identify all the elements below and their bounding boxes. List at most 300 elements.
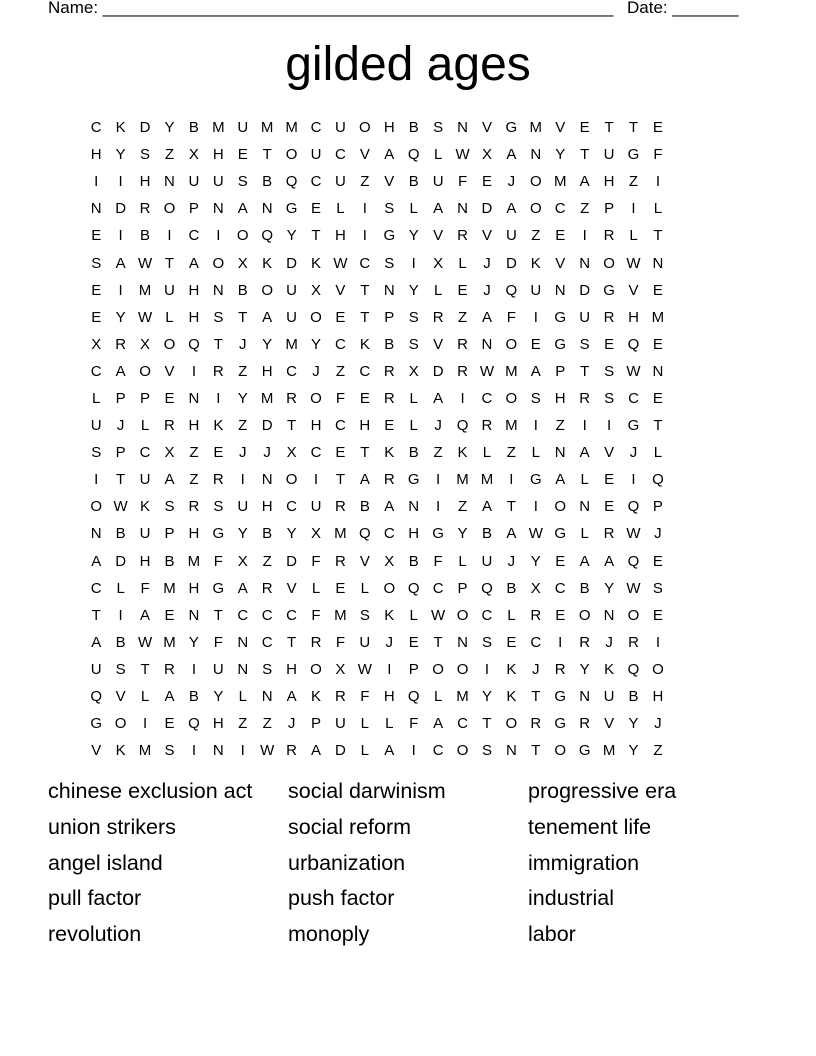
grid-letter[interactable]: T bbox=[628, 119, 639, 137]
grid-letter[interactable]: C bbox=[310, 119, 322, 137]
grid-letter[interactable]: B bbox=[408, 119, 419, 137]
grid-letter[interactable]: C bbox=[310, 444, 322, 462]
grid-letter[interactable]: H bbox=[188, 308, 200, 326]
grid-letter[interactable]: P bbox=[555, 362, 566, 380]
grid-letter[interactable]: N bbox=[579, 688, 591, 706]
grid-letter[interactable]: A bbox=[164, 471, 175, 489]
grid-letter[interactable]: N bbox=[530, 146, 542, 164]
grid-letter[interactable]: R bbox=[212, 471, 224, 489]
grid-letter[interactable]: Z bbox=[433, 444, 443, 462]
grid-letter[interactable]: Z bbox=[580, 200, 590, 218]
grid-letter[interactable]: Y bbox=[579, 660, 590, 678]
grid-letter[interactable]: U bbox=[188, 173, 200, 191]
grid-letter[interactable]: H bbox=[188, 281, 200, 299]
grid-letter[interactable]: V bbox=[555, 119, 566, 137]
grid-letter[interactable]: S bbox=[384, 200, 395, 218]
grid-letter[interactable]: R bbox=[603, 525, 615, 543]
grid-letter[interactable]: M bbox=[187, 552, 201, 570]
grid-letter[interactable]: N bbox=[164, 173, 175, 191]
grid-letter[interactable]: Y bbox=[286, 525, 297, 543]
grid-letter[interactable]: T bbox=[531, 688, 541, 706]
grid-letter[interactable]: J bbox=[605, 633, 613, 651]
grid-letter[interactable]: L bbox=[336, 200, 345, 218]
grid-letter[interactable]: D bbox=[139, 119, 151, 137]
grid-letter[interactable]: Z bbox=[238, 362, 248, 380]
grid-letter[interactable]: J bbox=[238, 335, 247, 353]
grid-letter[interactable]: I bbox=[533, 417, 538, 435]
grid-letter[interactable]: C bbox=[359, 362, 371, 380]
grid-letter[interactable]: I bbox=[167, 227, 172, 245]
grid-letter[interactable]: E bbox=[91, 308, 102, 326]
grid-letter[interactable]: A bbox=[164, 688, 175, 706]
grid-letter[interactable]: M bbox=[260, 119, 274, 137]
grid-letter[interactable]: L bbox=[580, 471, 589, 489]
grid-letter[interactable]: N bbox=[505, 742, 517, 760]
grid-letter[interactable]: O bbox=[139, 362, 151, 380]
grid-letter[interactable]: M bbox=[651, 308, 665, 326]
grid-letter[interactable]: I bbox=[582, 227, 587, 245]
grid-letter[interactable]: E bbox=[164, 606, 175, 624]
grid-letter[interactable]: L bbox=[140, 688, 150, 706]
grid-letter[interactable]: S bbox=[579, 335, 590, 353]
grid-letter[interactable]: L bbox=[433, 281, 443, 299]
grid-letter[interactable]: R bbox=[335, 688, 346, 706]
grid-letter[interactable]: T bbox=[506, 498, 516, 516]
grid-letter[interactable]: B bbox=[481, 525, 492, 543]
grid-letter[interactable]: L bbox=[116, 579, 125, 597]
grid-letter[interactable]: E bbox=[652, 281, 663, 299]
grid-letter[interactable]: V bbox=[359, 552, 370, 570]
grid-letter[interactable]: T bbox=[311, 227, 321, 245]
grid-letter[interactable]: G bbox=[554, 335, 567, 353]
grid-letter[interactable]: B bbox=[628, 688, 639, 706]
grid-letter[interactable]: A bbox=[604, 552, 615, 570]
grid-letter[interactable]: I bbox=[118, 227, 123, 245]
grid-letter[interactable]: T bbox=[91, 606, 101, 624]
grid-letter[interactable]: X bbox=[530, 579, 541, 597]
grid-letter[interactable]: H bbox=[628, 308, 639, 326]
grid-letter[interactable]: M bbox=[163, 633, 176, 651]
grid-letter[interactable]: E bbox=[237, 146, 248, 164]
grid-letter[interactable]: H bbox=[90, 146, 102, 164]
grid-letter[interactable]: N bbox=[212, 200, 224, 218]
grid-letter[interactable]: U bbox=[335, 119, 346, 137]
grid-letter[interactable]: O bbox=[90, 498, 103, 516]
grid-letter[interactable]: H bbox=[335, 227, 346, 245]
grid-letter[interactable]: E bbox=[604, 498, 615, 516]
grid-letter[interactable]: N bbox=[481, 335, 493, 353]
grid-letter[interactable]: B bbox=[262, 525, 273, 543]
grid-letter[interactable]: O bbox=[554, 498, 567, 516]
grid-letter[interactable]: A bbox=[384, 498, 395, 516]
date-field-label[interactable]: Date: _______ bbox=[627, 0, 739, 17]
grid-letter[interactable]: J bbox=[312, 362, 320, 380]
grid-letter[interactable]: O bbox=[529, 200, 542, 218]
grid-letter[interactable]: Q bbox=[261, 227, 273, 245]
grid-letter[interactable]: B bbox=[359, 498, 370, 516]
grid-letter[interactable]: M bbox=[553, 173, 567, 191]
grid-letter[interactable]: W bbox=[626, 362, 641, 380]
grid-letter[interactable]: E bbox=[652, 552, 663, 570]
grid-letter[interactable]: B bbox=[188, 119, 199, 137]
grid-letter[interactable]: B bbox=[384, 335, 395, 353]
grid-letter[interactable]: I bbox=[533, 498, 538, 516]
grid-letter[interactable]: K bbox=[311, 688, 322, 706]
grid-letter[interactable]: I bbox=[558, 633, 563, 651]
grid-letter[interactable]: L bbox=[580, 525, 589, 543]
grid-letter[interactable]: D bbox=[261, 417, 273, 435]
grid-letter[interactable]: J bbox=[629, 444, 638, 462]
grid-letter[interactable]: A bbox=[140, 606, 151, 624]
grid-letter[interactable]: M bbox=[260, 389, 274, 407]
grid-letter[interactable]: X bbox=[384, 552, 395, 570]
grid-letter[interactable]: W bbox=[137, 254, 153, 272]
grid-letter[interactable]: L bbox=[433, 146, 443, 164]
grid-letter[interactable]: S bbox=[604, 389, 615, 407]
grid-letter[interactable]: Y bbox=[628, 742, 639, 760]
grid-letter[interactable]: I bbox=[411, 742, 416, 760]
grid-letter[interactable]: X bbox=[311, 525, 322, 543]
grid-letter[interactable]: N bbox=[457, 200, 468, 218]
grid-letter[interactable]: R bbox=[579, 389, 591, 407]
grid-letter[interactable]: O bbox=[261, 281, 273, 299]
grid-letter[interactable]: Q bbox=[456, 417, 469, 435]
grid-letter[interactable]: J bbox=[385, 633, 394, 651]
grid-letter[interactable]: F bbox=[433, 552, 443, 570]
grid-letter[interactable]: H bbox=[188, 417, 200, 435]
grid-letter[interactable]: K bbox=[530, 254, 541, 272]
grid-letter[interactable]: K bbox=[359, 335, 370, 353]
grid-letter[interactable]: P bbox=[164, 525, 175, 543]
grid-letter[interactable]: E bbox=[91, 281, 102, 299]
grid-letter[interactable]: R bbox=[383, 471, 395, 489]
grid-letter[interactable]: O bbox=[285, 471, 298, 489]
grid-letter[interactable]: T bbox=[653, 417, 663, 435]
grid-letter[interactable]: C bbox=[457, 715, 468, 733]
grid-letter[interactable]: O bbox=[456, 606, 469, 624]
grid-letter[interactable]: Z bbox=[238, 417, 248, 435]
grid-letter[interactable]: W bbox=[528, 525, 543, 543]
grid-letter[interactable]: C bbox=[90, 362, 102, 380]
grid-letter[interactable]: K bbox=[115, 119, 126, 137]
grid-letter[interactable]: L bbox=[140, 417, 150, 435]
grid-letter[interactable]: O bbox=[285, 146, 298, 164]
grid-letter[interactable]: T bbox=[360, 444, 370, 462]
grid-letter[interactable]: U bbox=[603, 146, 615, 164]
grid-letter[interactable]: G bbox=[212, 525, 225, 543]
grid-letter[interactable]: E bbox=[555, 552, 566, 570]
grid-letter[interactable]: H bbox=[261, 498, 273, 516]
grid-letter[interactable]: U bbox=[237, 119, 249, 137]
grid-letter[interactable]: B bbox=[140, 227, 151, 245]
grid-letter[interactable]: I bbox=[118, 606, 123, 624]
grid-letter[interactable]: N bbox=[212, 281, 224, 299]
grid-letter[interactable]: W bbox=[260, 742, 275, 760]
grid-letter[interactable]: J bbox=[483, 281, 491, 299]
grid-letter[interactable]: C bbox=[481, 606, 493, 624]
grid-letter[interactable]: C bbox=[310, 173, 322, 191]
grid-letter[interactable]: C bbox=[432, 579, 444, 597]
grid-letter[interactable]: E bbox=[604, 335, 615, 353]
grid-letter[interactable]: F bbox=[311, 606, 321, 624]
grid-letter[interactable]: P bbox=[604, 200, 615, 218]
grid-letter[interactable]: D bbox=[481, 200, 493, 218]
grid-letter[interactable]: J bbox=[434, 417, 442, 435]
grid-letter[interactable]: U bbox=[310, 498, 322, 516]
grid-letter[interactable]: Z bbox=[238, 715, 248, 733]
grid-letter[interactable]: G bbox=[212, 579, 225, 597]
grid-letter[interactable]: R bbox=[261, 579, 273, 597]
grid-letter[interactable]: Z bbox=[628, 173, 639, 191]
grid-letter[interactable]: A bbox=[506, 146, 517, 164]
grid-letter[interactable]: L bbox=[653, 200, 663, 218]
grid-letter[interactable]: B bbox=[262, 173, 273, 191]
grid-letter[interactable]: L bbox=[531, 444, 540, 462]
grid-letter[interactable]: J bbox=[287, 715, 296, 733]
grid-letter[interactable]: I bbox=[362, 227, 367, 245]
grid-letter[interactable]: V bbox=[555, 254, 566, 272]
grid-letter[interactable]: X bbox=[311, 281, 322, 299]
grid-letter[interactable]: T bbox=[360, 281, 370, 299]
grid-letter[interactable]: Y bbox=[530, 552, 541, 570]
grid-letter[interactable]: H bbox=[383, 119, 395, 137]
grid-letter[interactable]: F bbox=[311, 552, 321, 570]
grid-letter[interactable]: H bbox=[212, 715, 224, 733]
grid-letter[interactable]: I bbox=[484, 660, 490, 678]
grid-letter[interactable]: K bbox=[384, 444, 395, 462]
grid-letter[interactable]: R bbox=[579, 715, 591, 733]
grid-letter[interactable]: H bbox=[139, 173, 151, 191]
grid-letter[interactable]: G bbox=[554, 688, 567, 706]
grid-letter[interactable]: L bbox=[360, 715, 370, 733]
grid-letter[interactable]: E bbox=[359, 389, 370, 407]
grid-letter[interactable]: L bbox=[507, 606, 516, 624]
grid-letter[interactable]: M bbox=[285, 335, 298, 353]
grid-letter[interactable]: I bbox=[216, 389, 221, 407]
grid-letter[interactable]: N bbox=[554, 444, 566, 462]
grid-letter[interactable]: Q bbox=[407, 579, 420, 597]
grid-letter[interactable]: T bbox=[213, 335, 223, 353]
grid-letter[interactable]: Y bbox=[164, 119, 175, 137]
grid-letter[interactable]: P bbox=[188, 200, 199, 218]
grid-letter[interactable]: T bbox=[580, 146, 590, 164]
grid-letter[interactable]: N bbox=[261, 200, 273, 218]
grid-letter[interactable]: U bbox=[90, 417, 102, 435]
grid-letter[interactable]: A bbox=[481, 308, 492, 326]
grid-letter[interactable]: Y bbox=[237, 389, 248, 407]
grid-letter[interactable]: J bbox=[263, 444, 271, 462]
grid-letter[interactable]: T bbox=[213, 606, 223, 624]
grid-letter[interactable]: A bbox=[506, 200, 517, 218]
grid-letter[interactable]: Q bbox=[407, 146, 420, 164]
grid-letter[interactable]: Y bbox=[115, 146, 126, 164]
grid-letter[interactable]: E bbox=[652, 606, 663, 624]
grid-letter[interactable]: O bbox=[383, 579, 396, 597]
grid-letter[interactable]: S bbox=[481, 633, 492, 651]
grid-letter[interactable]: Q bbox=[359, 525, 371, 543]
grid-letter[interactable]: M bbox=[212, 119, 225, 137]
grid-letter[interactable]: H bbox=[286, 660, 297, 678]
grid-letter[interactable]: O bbox=[456, 660, 469, 678]
grid-letter[interactable]: S bbox=[164, 498, 175, 516]
grid-letter[interactable]: S bbox=[652, 579, 663, 597]
grid-letter[interactable]: D bbox=[432, 362, 444, 380]
grid-letter[interactable]: E bbox=[164, 715, 175, 733]
grid-letter[interactable]: A bbox=[579, 444, 590, 462]
grid-letter[interactable]: O bbox=[627, 606, 640, 624]
grid-letter[interactable]: I bbox=[631, 200, 636, 218]
grid-letter[interactable]: E bbox=[311, 200, 322, 218]
grid-letter[interactable]: U bbox=[212, 173, 224, 191]
grid-letter[interactable]: N bbox=[554, 281, 566, 299]
grid-letter[interactable]: S bbox=[408, 335, 419, 353]
grid-letter[interactable]: R bbox=[554, 660, 566, 678]
grid-letter[interactable]: D bbox=[579, 281, 591, 299]
grid-letter[interactable]: L bbox=[458, 552, 467, 570]
grid-letter[interactable]: I bbox=[94, 471, 99, 489]
grid-letter[interactable]: Z bbox=[164, 146, 175, 164]
grid-letter[interactable]: R bbox=[530, 715, 542, 733]
grid-letter[interactable]: W bbox=[455, 146, 470, 164]
grid-letter[interactable]: E bbox=[652, 335, 663, 353]
grid-letter[interactable]: G bbox=[554, 715, 567, 733]
grid-letter[interactable]: Y bbox=[408, 281, 419, 299]
grid-letter[interactable]: W bbox=[113, 498, 128, 516]
grid-letter[interactable]: K bbox=[457, 444, 468, 462]
grid-letter[interactable]: C bbox=[188, 227, 200, 245]
grid-letter[interactable]: C bbox=[90, 579, 102, 597]
grid-letter[interactable]: S bbox=[433, 119, 444, 137]
grid-letter[interactable]: M bbox=[602, 742, 616, 760]
grid-letter[interactable]: T bbox=[604, 119, 614, 137]
grid-letter[interactable]: S bbox=[140, 146, 151, 164]
grid-letter[interactable]: Q bbox=[481, 579, 493, 597]
grid-letter[interactable]: Y bbox=[213, 688, 224, 706]
grid-letter[interactable]: A bbox=[579, 552, 590, 570]
grid-letter[interactable]: E bbox=[408, 633, 419, 651]
grid-letter[interactable]: Y bbox=[481, 688, 492, 706]
grid-letter[interactable]: J bbox=[532, 660, 540, 678]
grid-letter[interactable]: V bbox=[359, 146, 370, 164]
grid-letter[interactable]: V bbox=[628, 281, 639, 299]
grid-letter[interactable]: N bbox=[579, 254, 591, 272]
grid-letter[interactable]: F bbox=[213, 633, 223, 651]
grid-letter[interactable]: O bbox=[310, 660, 322, 678]
grid-letter[interactable]: R bbox=[212, 362, 224, 380]
grid-letter[interactable]: C bbox=[90, 119, 102, 137]
grid-letter[interactable]: I bbox=[191, 362, 196, 380]
grid-letter[interactable]: Y bbox=[555, 146, 566, 164]
grid-letter[interactable]: J bbox=[507, 552, 516, 570]
grid-letter[interactable]: E bbox=[652, 389, 663, 407]
grid-letter[interactable]: U bbox=[237, 498, 249, 516]
grid-letter[interactable]: T bbox=[531, 742, 541, 760]
grid-letter[interactable]: K bbox=[262, 254, 273, 272]
grid-letter[interactable]: Y bbox=[286, 227, 297, 245]
grid-letter[interactable]: I bbox=[387, 660, 392, 678]
grid-letter[interactable]: I bbox=[436, 498, 441, 516]
grid-letter[interactable]: H bbox=[383, 688, 395, 706]
grid-letter[interactable]: Z bbox=[360, 173, 370, 191]
grid-letter[interactable]: X bbox=[408, 362, 419, 380]
grid-letter[interactable]: M bbox=[334, 525, 347, 543]
grid-letter[interactable]: R bbox=[335, 498, 346, 516]
grid-letter[interactable]: V bbox=[604, 444, 615, 462]
grid-letter[interactable]: U bbox=[212, 660, 224, 678]
grid-letter[interactable]: F bbox=[335, 389, 346, 407]
grid-letter[interactable]: K bbox=[140, 498, 151, 516]
grid-letter[interactable]: W bbox=[333, 254, 348, 272]
grid-letter[interactable]: Y bbox=[311, 335, 322, 353]
grid-letter[interactable]: Z bbox=[555, 417, 565, 435]
grid-letter[interactable]: P bbox=[384, 308, 395, 326]
grid-letter[interactable]: O bbox=[603, 254, 615, 272]
grid-letter[interactable]: S bbox=[91, 444, 102, 462]
grid-letter[interactable]: E bbox=[384, 417, 395, 435]
grid-letter[interactable]: A bbox=[188, 254, 199, 272]
grid-letter[interactable]: I bbox=[411, 254, 416, 272]
grid-letter[interactable]: G bbox=[285, 200, 298, 218]
grid-letter[interactable]: L bbox=[482, 444, 492, 462]
grid-letter[interactable]: Y bbox=[408, 227, 419, 245]
grid-letter[interactable]: M bbox=[480, 471, 494, 489]
grid-letter[interactable]: T bbox=[482, 715, 492, 733]
grid-letter[interactable]: I bbox=[460, 389, 465, 407]
grid-letter[interactable]: V bbox=[481, 227, 492, 245]
grid-letter[interactable]: U bbox=[335, 715, 346, 733]
grid-letter[interactable]: R bbox=[188, 498, 200, 516]
grid-letter[interactable]: A bbox=[433, 200, 444, 218]
grid-letter[interactable]: B bbox=[408, 173, 419, 191]
grid-letter[interactable]: P bbox=[311, 715, 322, 733]
grid-letter[interactable]: O bbox=[505, 335, 518, 353]
grid-letter[interactable]: H bbox=[261, 362, 273, 380]
grid-letter[interactable]: R bbox=[457, 227, 468, 245]
grid-letter[interactable]: Q bbox=[627, 335, 640, 353]
grid-letter[interactable]: E bbox=[530, 335, 541, 353]
grid-letter[interactable]: O bbox=[310, 308, 322, 326]
grid-letter[interactable]: W bbox=[626, 525, 641, 543]
grid-letter[interactable]: G bbox=[603, 281, 615, 299]
grid-letter[interactable]: A bbox=[115, 254, 126, 272]
grid-letter[interactable]: S bbox=[530, 389, 541, 407]
grid-letter[interactable]: Z bbox=[531, 227, 541, 245]
grid-letter[interactable]: R bbox=[628, 633, 639, 651]
grid-letter[interactable]: J bbox=[654, 525, 662, 543]
grid-letter[interactable]: E bbox=[91, 227, 102, 245]
grid-letter[interactable]: W bbox=[137, 308, 153, 326]
grid-letter[interactable]: E bbox=[335, 444, 346, 462]
grid-letter[interactable]: E bbox=[555, 227, 566, 245]
grid-letter[interactable]: Y bbox=[262, 335, 273, 353]
grid-letter[interactable]: X bbox=[237, 552, 248, 570]
grid-letter[interactable]: B bbox=[188, 688, 199, 706]
grid-letter[interactable]: F bbox=[335, 633, 346, 651]
grid-letter[interactable]: D bbox=[286, 254, 297, 272]
grid-letter[interactable]: V bbox=[604, 715, 615, 733]
grid-letter[interactable]: B bbox=[408, 552, 419, 570]
grid-letter[interactable]: J bbox=[507, 173, 516, 191]
grid-letter[interactable]: I bbox=[216, 227, 221, 245]
grid-letter[interactable]: I bbox=[655, 633, 660, 651]
grid-letter[interactable]: M bbox=[505, 417, 518, 435]
grid-letter[interactable]: X bbox=[164, 444, 175, 462]
grid-letter[interactable]: X bbox=[140, 335, 151, 353]
grid-letter[interactable]: G bbox=[432, 525, 444, 543]
grid-letter[interactable]: S bbox=[115, 660, 126, 678]
grid-letter[interactable]: C bbox=[554, 200, 566, 218]
grid-letter[interactable]: H bbox=[188, 525, 200, 543]
